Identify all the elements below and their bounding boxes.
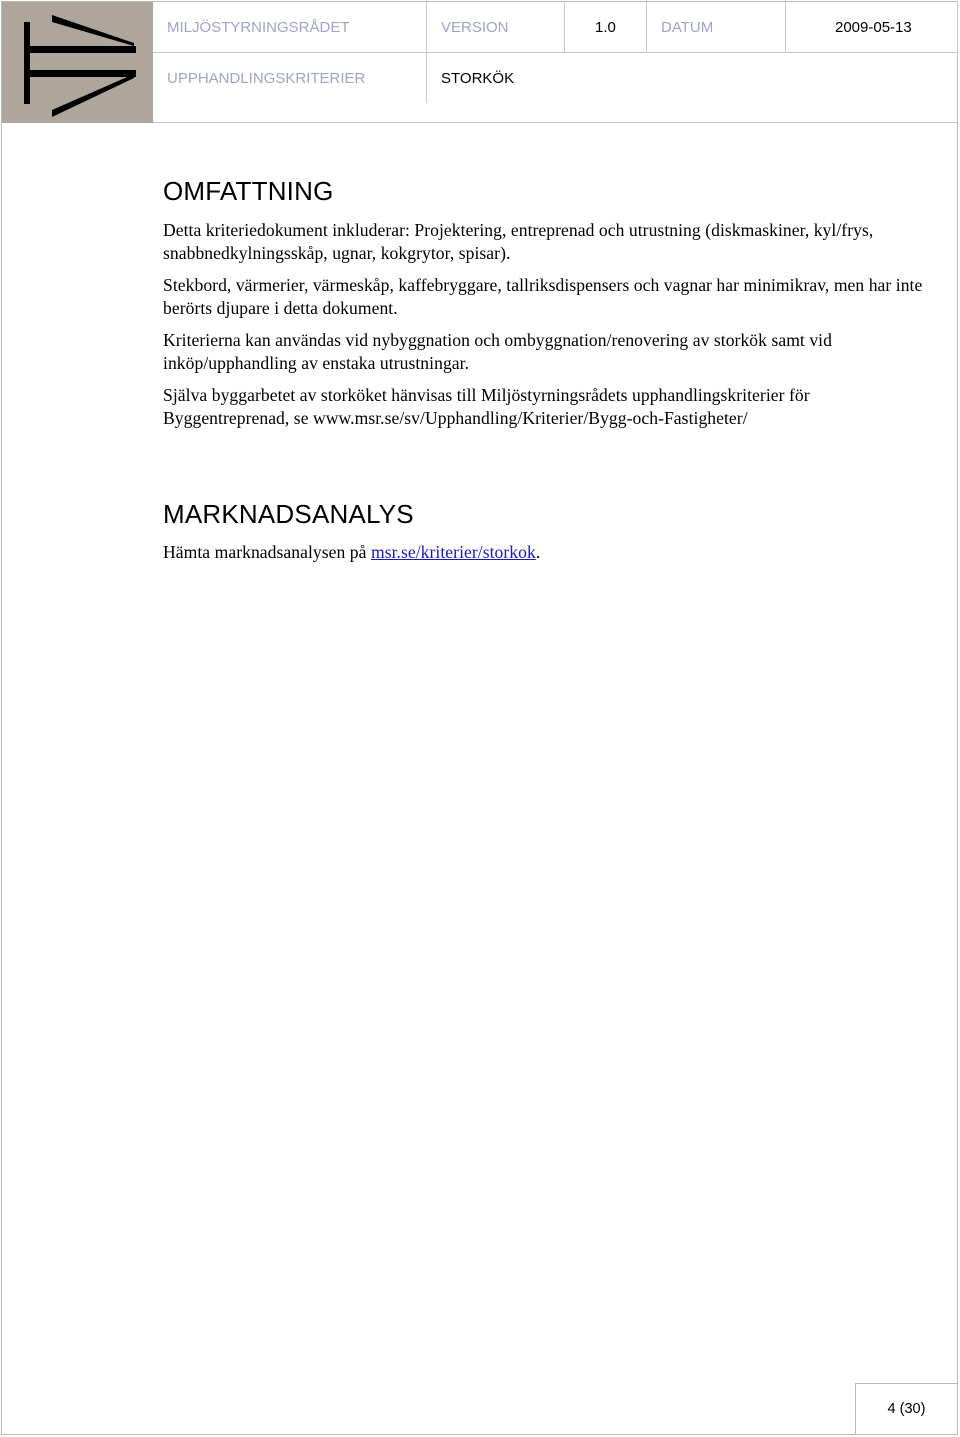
doc-type: UPPHANDLINGSKRITERIER (153, 53, 427, 103)
page-number: 4 (30) (855, 1383, 958, 1435)
org-name: MILJÖSTYRNINGSRÅDET (153, 2, 427, 53)
header-divider (153, 122, 958, 123)
text-after-link: . (535, 542, 541, 562)
paragraph: Stekbord, värmerier, värmeskåp, kaffebryggare, tallriksdispensers och vagnar har minimikrav, men har inte berörts djupare i detta dokument. (163, 275, 923, 318)
doc-subject: STORKÖK (441, 69, 515, 87)
paragraph: Detta kriteriedokument inkluderar: Projektering, entreprenad och utrustning (diskmaskiner, kyl/frys, snabbnedkylningsskåp, ugnar, kokgrytor, spisar). (163, 220, 874, 263)
paragraph: Kriterierna kan användas vid nybyggnation och ombyggnation/renovering av storkök samt vid inköp/upphandling av enstaka utrustningar. (163, 330, 832, 373)
section-title-marknadsanalys: MARKNADSANALYS (163, 499, 414, 529)
document-body (163, 176, 923, 564)
msr-logo-icon (2, 2, 153, 123)
msr-logo (2, 2, 153, 123)
date-label: DATUM (647, 2, 786, 53)
date-value: 2009-05-13 (786, 2, 958, 53)
paragraph: Själva byggarbetet av storköket hänvisas till Miljöstyrningsrådets upphandlingskriterier för Byggentreprenad, se www.msr.se/sv/Upphandling/Kriterier/Bygg-och-Fastigheter/ (163, 385, 810, 428)
paragraph-marknadsanalys (163, 541, 923, 564)
version-label: VERSION (427, 2, 565, 53)
section-title-omfattning: OMFATTNING (163, 176, 334, 206)
version-value: 1.0 (565, 2, 647, 53)
text-before-link: Hämta marknadsanalysen på (163, 542, 371, 562)
marknadsanalys-link[interactable]: msr.se/kriterier/storkok (370, 542, 536, 562)
